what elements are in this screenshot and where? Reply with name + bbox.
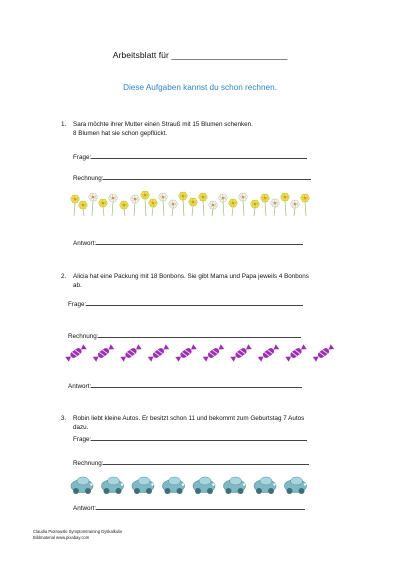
footer — [33, 529, 122, 540]
task-2-calc-line[interactable] — [98, 331, 301, 338]
flower-icon — [219, 194, 228, 216]
task-2-line-2: ab. — [73, 282, 82, 290]
candy-icon — [258, 344, 280, 362]
car-icon — [285, 477, 307, 494]
task-1-answer-row — [73, 238, 303, 247]
car-icon — [163, 477, 185, 494]
car-icon — [102, 477, 124, 494]
flower-icon — [261, 194, 270, 216]
car-icon — [254, 477, 276, 494]
flower-icon — [79, 201, 88, 216]
task-1-question-line[interactable] — [91, 152, 307, 159]
flower-icon — [239, 193, 248, 216]
flower-icon — [141, 191, 150, 216]
task-3-question-row — [73, 434, 307, 443]
flower-icon — [301, 194, 310, 216]
task-3-calc-row — [73, 458, 309, 467]
candy-icon — [148, 344, 170, 362]
task-3-question-line[interactable] — [91, 434, 307, 441]
car-icon — [71, 477, 93, 494]
task-1-calc-line[interactable] — [103, 173, 311, 180]
task-3-answer-row — [73, 503, 305, 512]
worksheet-title: Arbeitsblatt für ________________________ — [112, 50, 288, 60]
task-2-question-label: Frage: — [68, 301, 87, 308]
task-2-answer-row — [68, 381, 302, 390]
task-3-text — [73, 414, 343, 433]
candy-icon — [203, 344, 225, 362]
task-3-question-label: Frage: — [73, 436, 92, 443]
flower-icon — [271, 199, 280, 216]
task-3-number: 3. — [61, 415, 67, 422]
task-1-calc-label: Rechnung: — [73, 175, 104, 182]
candy-icon — [120, 344, 142, 362]
flower-icon — [291, 200, 300, 216]
task-2-calc-label: Rechnung: — [68, 333, 99, 340]
flower-icon — [189, 198, 198, 216]
flower-icon — [199, 193, 208, 216]
task-2-number: 2. — [61, 273, 67, 280]
candy-icon — [93, 344, 115, 362]
candy-icon — [230, 344, 252, 362]
candy-icon — [65, 344, 87, 362]
car-icon — [224, 477, 246, 494]
footer-credit: Claudia Piotrowski Symptomtraining Dyskalkulie — [33, 529, 123, 534]
task-2-calc-row — [68, 331, 301, 340]
cars-icon — [67, 472, 315, 496]
task-3-line-1: Robin liebt kleine Autos. Er besitzt schon 11 und bekommt zum Geburtstag 7 Autos — [73, 415, 305, 422]
task-3-calc-line[interactable] — [103, 458, 309, 465]
task-3-answer-label: Antwort: — [73, 505, 97, 512]
flower-picture-row — [69, 191, 313, 217]
candies-icon — [64, 342, 336, 364]
task-1-question-row — [73, 152, 307, 161]
flower-icon — [131, 195, 140, 216]
task-2-line-1: Alicia hat eine Packung mit 18 Bonbons. Sie gibt Mama und Papa jeweils 4 Bonbons — [73, 273, 309, 280]
flower-icon — [251, 200, 260, 216]
flower-icon — [229, 199, 238, 216]
flower-icon — [179, 192, 188, 216]
car-picture-row — [67, 472, 315, 496]
flower-icon — [109, 194, 118, 216]
task-1-line-2: 8 Blumen hat sie schon gepflückt. — [73, 130, 168, 138]
candy-picture-row — [64, 342, 336, 364]
candy-icon — [175, 344, 197, 362]
task-2-question-line[interactable] — [86, 299, 303, 306]
car-icon — [132, 477, 154, 494]
flower-icon — [209, 201, 218, 216]
task-3-calc-label: Rechnung: — [73, 460, 104, 467]
task-2-answer-label: Antwort: — [68, 383, 92, 390]
task-1-number: 1. — [61, 121, 67, 128]
flower-icon — [159, 193, 168, 216]
flowers-icon — [69, 191, 313, 217]
task-1-answer-label: Antwort: — [73, 240, 97, 247]
car-icon — [193, 477, 215, 494]
task-1-line-1: Sara möchte ihrer Mutter einen Strauß mit 15 Blumen schenken. — [73, 121, 253, 128]
task-2-answer-line[interactable] — [91, 381, 302, 388]
flower-icon — [89, 193, 98, 216]
task-2-text — [73, 272, 343, 291]
task-1-question-label: Frage: — [73, 154, 92, 161]
flower-icon — [169, 200, 178, 216]
worksheet-subtitle: Diese Aufgaben kannst du schon rechnen. — [123, 83, 277, 92]
task-1-answer-line[interactable] — [96, 238, 303, 245]
task-3-answer-line[interactable] — [96, 503, 305, 510]
flower-icon — [281, 193, 290, 216]
task-2-question-row — [68, 299, 303, 308]
task-3-line-2: dazu. — [73, 424, 89, 432]
candy-icon — [313, 344, 335, 362]
flower-icon — [71, 195, 80, 216]
candy-icon — [285, 344, 307, 362]
task-1-text — [73, 120, 323, 139]
flower-icon — [99, 199, 108, 216]
footer-image-source: Bildmaterial www.pixabay.com — [33, 534, 90, 540]
flower-icon — [120, 201, 129, 216]
flower-icon — [149, 199, 158, 216]
task-1-calc-row — [73, 173, 311, 182]
